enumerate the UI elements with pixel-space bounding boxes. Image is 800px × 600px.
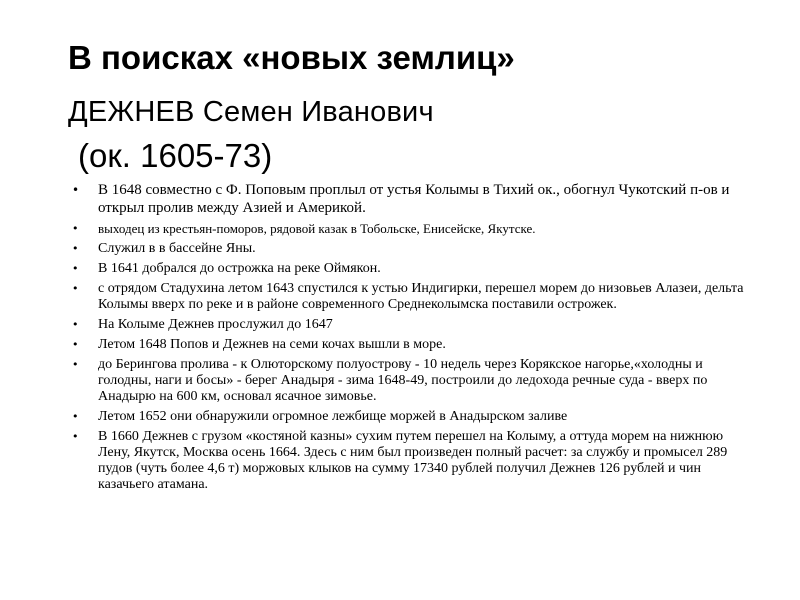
- list-item: [72, 261, 752, 277]
- bullet-text: Летом 1652 они обнаружили огромное лежбище моржей в Анадырском заливе: [98, 408, 568, 424]
- bullet-list: [72, 182, 752, 497]
- bullet-icon: •: [72, 281, 79, 295]
- bullet-text: На Колыме Дежнев прослужил до 1647: [98, 316, 333, 332]
- list-item: [72, 317, 752, 333]
- list-item: [72, 241, 752, 257]
- slide-subtitle-years: (ок. 1605-73): [78, 137, 273, 174]
- list-item: [72, 357, 752, 405]
- bullet-icon: •: [72, 337, 79, 351]
- bullet-text: В 1648 совместно с Ф. Поповым проплыл от устья Колымы в Тихий ок., обогнул Чукотский п-ов и открыл пролив между Азией и Америкой.: [98, 182, 730, 216]
- bullet-icon: •: [72, 183, 80, 197]
- bullet-icon: •: [72, 261, 79, 275]
- slide-title: В поисках «новых землиц»: [68, 39, 515, 76]
- bullet-text: Летом 1648 Попов и Дежнев на семи кочах вышли в море.: [98, 336, 446, 352]
- bullet-icon: •: [72, 409, 79, 423]
- bullet-text: Служил в в бассейне Яны.: [98, 240, 256, 256]
- list-item: [72, 221, 752, 237]
- list-item: [72, 429, 752, 493]
- bullet-text: до Берингова пролива - к Олюторскому полуострову - 10 недель через Корякское нагорье,«холодны и голодны, наги и босы» - берег Анадыря - зима 1648-49, построили до ледохода речные суда - вверх по Анадырю на 600 км, основал ясачное зимовье.: [98, 356, 708, 404]
- bullet-icon: •: [72, 241, 79, 255]
- list-item: [72, 182, 752, 217]
- bullet-icon: •: [72, 317, 79, 331]
- bullet-icon: •: [72, 357, 79, 371]
- bullet-text: с отрядом Стадухина летом 1643 спустился к устью Индигирки, перешел морем до низовьев Алазеи, дельта Колымы вверх по реке и в районе современного Среднеколымска поставили острожек.: [98, 280, 744, 312]
- slide-title-block: [68, 38, 768, 176]
- list-item: [72, 281, 752, 313]
- bullet-icon: •: [72, 222, 79, 235]
- bullet-text: В 1660 Дежнев с грузом «костяной казны» сухим путем перешел на Колыму, а оттуда морем на нижнюю Лену, Якутск, Москва осень 1664. Здесь с ним был произведен полный расчет: за службу и промысел 289 пудов (чуть более 4,6 т) моржовых клыков на сумму 17340 рублей получил Дежнев 126 рублей и чин казачьего атамана.: [98, 428, 728, 492]
- bullet-text: В 1641 добрался до острожка на реке Оймякон.: [98, 260, 381, 276]
- bullet-text: выходец из крестьян-поморов, рядовой казак в Тобольске, Енисейске, Якутске.: [98, 221, 536, 236]
- bullet-icon: •: [72, 429, 79, 443]
- list-item: [72, 337, 752, 353]
- slide-subtitle-name: ДЕЖНЕВ Семен Иванович: [68, 96, 434, 128]
- list-item: [72, 409, 752, 425]
